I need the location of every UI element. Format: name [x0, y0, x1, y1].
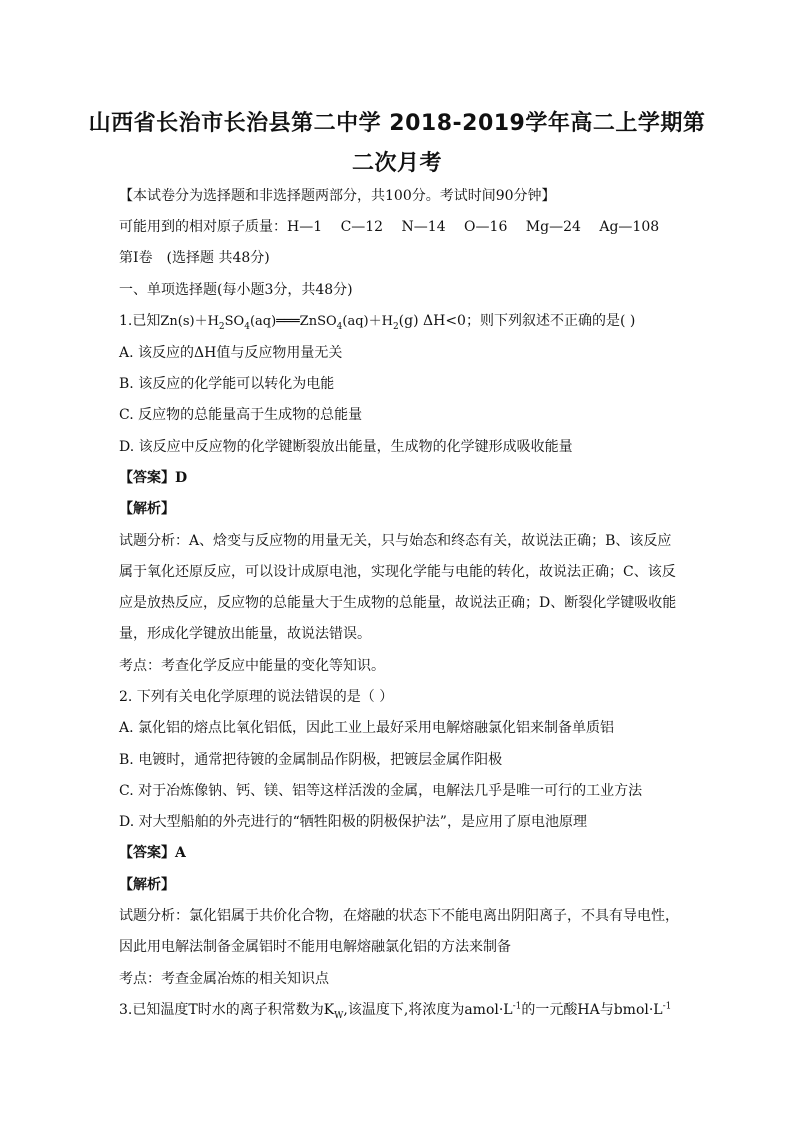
q2-option-b: B. 电镀时，通常把待镀的金属制品作阴极，把镀层金属作阳极	[119, 752, 503, 768]
part-heading: 第Ⅰ卷 (选择题 共48分)	[119, 250, 270, 266]
q1-analysis-line: 量，形成化学键放出能量，故说法错误。	[119, 626, 371, 642]
section-heading: 一、单项选择题(每小题3分，共48分)	[119, 282, 353, 298]
doc-title-line1: 山西省长治市长治县第二中学 2018-2019学年高二上学期第	[88, 111, 706, 136]
q1-point: 考点：考查化学反应中能量的变化等知识。	[119, 658, 385, 674]
q1-option-a: A. 该反应的ΔH值与反应物用量无关	[119, 345, 343, 361]
q2-analysis-line: 试题分析：氯化铝属于共价化合物，在熔融的状态下不能电离出阴阳离子，不具有导电性，	[119, 908, 679, 924]
q2-analysis-line: 因此用电解法制备金属铝时不能用电解熔融氯化铝的方法来制备	[119, 939, 511, 955]
atomic-masses: 可能用到的相对原子质量：H—1 C—12 N—14 O—16 Mg—24 Ag—108	[119, 219, 660, 235]
q1-analysis-heading: 【解析】	[119, 501, 175, 517]
q2-point: 考点：考查金属冶炼的相关知识点	[119, 971, 329, 987]
q1-analysis-line: 属于氧化还原反应，可以设计成原电池，实现化学能与电能的转化，故说法正确；C、该反	[119, 564, 676, 580]
q1-option-d: D. 该反应中反应物的化学键断裂放出能量，生成物的化学键形成吸收能量	[119, 439, 573, 455]
q1-option-c: C. 反应物的总能量高于生成物的总能量	[119, 407, 363, 423]
q2-analysis-heading: 【解析】	[119, 877, 175, 893]
q2-option-c: C. 对于冶炼像钠、钙、镁、铝等这样活泼的金属，电解法几乎是唯一可行的工业方法	[119, 783, 643, 799]
q2-option-a: A. 氯化铝的熔点比氧化铝低，因此工业上最好采用电解熔融氯化铝来制备单质铝	[119, 720, 615, 736]
q1-analysis-line: 试题分析：A、焓变与反应物的用量无关，只与始态和终态有关，故说法正确；B、该反应	[119, 533, 672, 549]
doc-title-line2: 二次月考	[351, 151, 442, 176]
intro-note: 【本试卷分为选择题和非选择题两部分，共100分。考试时间90分钟】	[119, 188, 556, 204]
q2-answer: 【答案】A	[119, 845, 186, 861]
q2-stem: 2. 下列有关电化学原理的说法错误的是（ ）	[119, 689, 394, 705]
q3-stem: 3.已知温度T时水的离子积常数为$K_W$,该温度下,将浓度为$amol\cdot L^{-1}$的一元酸HA与$bmol\cdot L^{-1}$	[119, 1001, 672, 1021]
q1-option-b: B. 该反应的化学能可以转化为电能	[119, 376, 335, 392]
q1-analysis-line: 应是放热反应，反应物的总能量大于生成物的总能量，故说法正确；D、断裂化学键吸收能	[119, 595, 677, 611]
q1-answer: 【答案】D	[119, 470, 188, 486]
q1-stem: 1.已知$Zn(s)+H_2SO_4(aq)═══ZnSO_4(aq)+H_2(g)$ ΔH<0；则下列叙述不正确的是( )	[119, 313, 636, 332]
q2-option-d: D. 对大型船舶的外壳进行的“牺牲阳极的阴极保护法”，是应用了原电池原理	[119, 814, 587, 830]
